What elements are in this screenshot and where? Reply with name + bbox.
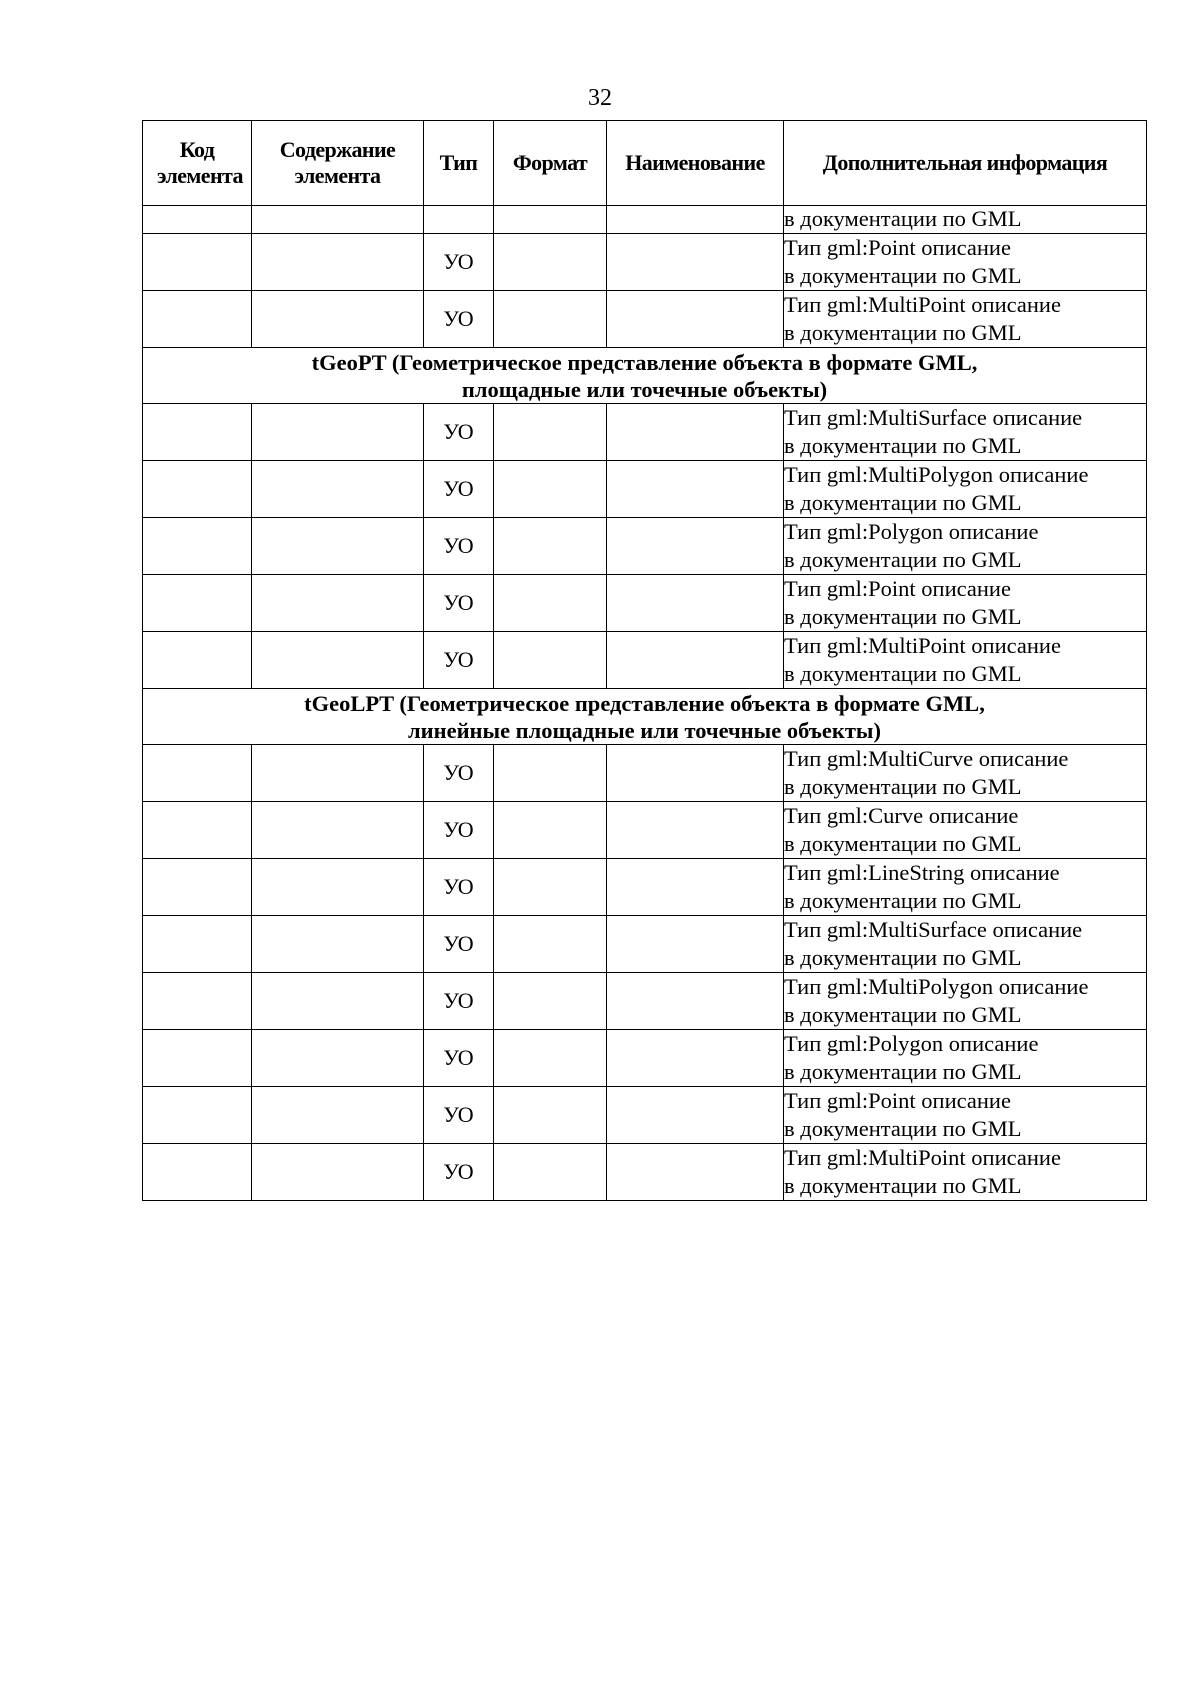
info-line-type: Тип gml:MultiCurve описание	[784, 746, 1069, 771]
info-cell	[784, 916, 1147, 973]
info-line-reference: в документации по GML	[784, 1059, 1022, 1084]
page-number: 32	[588, 85, 612, 111]
format-cell	[494, 802, 607, 859]
header-additional-info: Дополнительная информация	[784, 121, 1147, 206]
section-title-line-1: tGeoLPT (Геометрическое представление объекта в формате GML,	[304, 690, 985, 716]
name-cell	[607, 1030, 784, 1087]
table-row	[143, 973, 1147, 1030]
format-cell	[494, 745, 607, 802]
table-row	[143, 859, 1147, 916]
type-cell: УО	[424, 745, 494, 802]
info-cell: в документации по GML	[784, 206, 1147, 234]
content-cell	[252, 1087, 424, 1144]
type-cell: УО	[424, 518, 494, 575]
code-cell	[143, 802, 252, 859]
content-cell	[252, 575, 424, 632]
content-cell	[252, 632, 424, 689]
section-row	[143, 689, 1147, 745]
name-cell	[607, 859, 784, 916]
code-cell	[143, 632, 252, 689]
type-cell: УО	[424, 916, 494, 973]
table-header-row	[143, 121, 1147, 206]
table-row	[143, 291, 1147, 348]
section-title-line-2: линейные площадные или точечные объекты)	[408, 717, 881, 743]
content-cell	[252, 1030, 424, 1087]
name-cell	[607, 916, 784, 973]
content-cell	[252, 1144, 424, 1201]
type-cell: УО	[424, 461, 494, 518]
type-cell: УО	[424, 632, 494, 689]
info-line-reference: в документации по GML	[784, 774, 1022, 799]
table-row	[143, 632, 1147, 689]
info-cell	[784, 575, 1147, 632]
info-cell	[784, 518, 1147, 575]
type-cell: УО	[424, 575, 494, 632]
type-cell: УО	[424, 1087, 494, 1144]
type-cell: УО	[424, 1030, 494, 1087]
content-cell	[252, 404, 424, 461]
code-cell	[143, 518, 252, 575]
info-line-type: Тип gml:Curve описание	[784, 803, 1019, 828]
info-line-type: Тип gml:Point описание	[784, 1088, 1011, 1113]
table-row	[143, 1030, 1147, 1087]
format-cell	[494, 518, 607, 575]
info-line-reference: в документации по GML	[784, 490, 1022, 515]
format-cell	[494, 859, 607, 916]
format-cell	[494, 234, 607, 291]
table-body	[143, 206, 1147, 1201]
format-cell	[494, 461, 607, 518]
table-row	[143, 518, 1147, 575]
code-cell	[143, 1144, 252, 1201]
info-cell	[784, 632, 1147, 689]
type-cell: УО	[424, 291, 494, 348]
info-cell	[784, 404, 1147, 461]
content-cell	[252, 745, 424, 802]
name-cell	[607, 1087, 784, 1144]
content-cell	[252, 518, 424, 575]
table-row	[143, 461, 1147, 518]
code-cell	[143, 291, 252, 348]
info-line-type: Тип gml:MultiPoint описание	[784, 633, 1061, 658]
section-title-line-1: tGeoPT (Геометрическое представление объекта в формате GML,	[311, 349, 978, 375]
info-line-type: Тип gml:Point описание	[784, 235, 1011, 260]
content-cell	[252, 973, 424, 1030]
content-cell	[252, 916, 424, 973]
name-cell	[607, 973, 784, 1030]
info-cell	[784, 1030, 1147, 1087]
code-cell	[143, 234, 252, 291]
code-cell	[143, 973, 252, 1030]
info-line-type: Тип gml:Polygon описание	[784, 1031, 1039, 1056]
element-table	[142, 120, 1147, 1201]
table-row	[143, 1087, 1147, 1144]
name-cell	[607, 291, 784, 348]
info-cell	[784, 745, 1147, 802]
type-cell: УО	[424, 973, 494, 1030]
info-line-reference: в документации по GML	[784, 604, 1022, 629]
code-cell	[143, 1030, 252, 1087]
section-title	[143, 348, 1147, 404]
type-cell: УО	[424, 234, 494, 291]
format-cell	[494, 973, 607, 1030]
info-line-type: Тип gml:MultiPoint описание	[784, 1145, 1061, 1170]
info-line-reference: в документации по GML	[784, 547, 1022, 572]
info-line-reference: в документации по GML	[784, 1002, 1022, 1027]
content-cell	[252, 234, 424, 291]
name-cell	[607, 1144, 784, 1201]
code-cell	[143, 575, 252, 632]
info-cell	[784, 1144, 1147, 1201]
info-line-type: Тип gml:MultiSurface описание	[784, 405, 1083, 430]
name-cell	[607, 575, 784, 632]
info-line-reference: в документации по GML	[784, 320, 1022, 345]
format-cell	[494, 632, 607, 689]
content-cell	[252, 206, 424, 234]
info-line-reference: в документации по GML	[784, 945, 1022, 970]
header-name: Наименование	[607, 121, 784, 206]
name-cell	[607, 404, 784, 461]
section-title	[143, 689, 1147, 745]
info-line-type: Тип gml:Point описание	[784, 576, 1011, 601]
type-cell	[424, 206, 494, 234]
info-line-reference: в документации по GML	[784, 888, 1022, 913]
code-cell	[143, 916, 252, 973]
table-row	[143, 916, 1147, 973]
header-type: Тип	[424, 121, 494, 206]
content-cell	[252, 802, 424, 859]
table-row	[143, 575, 1147, 632]
info-cell	[784, 461, 1147, 518]
section-title-line-2: площадные или точечные объекты)	[461, 376, 828, 402]
format-cell	[494, 291, 607, 348]
info-cell	[784, 1087, 1147, 1144]
info-cell	[784, 973, 1147, 1030]
type-cell: УО	[424, 1144, 494, 1201]
code-cell	[143, 745, 252, 802]
format-cell	[494, 1030, 607, 1087]
type-cell: УО	[424, 802, 494, 859]
format-cell	[494, 1144, 607, 1201]
info-line-reference: в документации по GML	[784, 661, 1022, 686]
header-element-content: Содержание элемента	[252, 121, 424, 206]
info-line-reference: в документации по GML	[784, 263, 1022, 288]
table-row	[143, 1144, 1147, 1201]
content-cell	[252, 291, 424, 348]
format-cell	[494, 404, 607, 461]
info-cell	[784, 859, 1147, 916]
info-line-type: Тип gml:MultiPolygon описание	[784, 462, 1089, 487]
code-cell	[143, 404, 252, 461]
table-row	[143, 404, 1147, 461]
info-line-type: Тип gml:MultiSurface описание	[784, 917, 1083, 942]
info-line-reference: в документации по GML	[784, 433, 1022, 458]
name-cell	[607, 234, 784, 291]
table-row	[143, 234, 1147, 291]
header-element-code: Код элемента	[143, 121, 252, 206]
section-row	[143, 348, 1147, 404]
format-cell	[494, 1087, 607, 1144]
name-cell	[607, 206, 784, 234]
info-line-reference: в документации по GML	[784, 1173, 1022, 1198]
name-cell	[607, 632, 784, 689]
info-line-type: Тип gml:MultiPoint описание	[784, 292, 1061, 317]
info-cell	[784, 234, 1147, 291]
info-line-type: Тип gml:MultiPolygon описание	[784, 974, 1089, 999]
info-cell	[784, 291, 1147, 348]
code-cell	[143, 206, 252, 234]
format-cell	[494, 575, 607, 632]
code-cell	[143, 859, 252, 916]
table-row	[143, 802, 1147, 859]
name-cell	[607, 518, 784, 575]
content-cell	[252, 859, 424, 916]
type-cell: УО	[424, 859, 494, 916]
content-cell	[252, 461, 424, 518]
info-line-type: Тип gml:Polygon описание	[784, 519, 1039, 544]
code-cell	[143, 1087, 252, 1144]
info-cell	[784, 802, 1147, 859]
type-cell: УО	[424, 404, 494, 461]
format-cell	[494, 916, 607, 973]
name-cell	[607, 461, 784, 518]
code-cell	[143, 461, 252, 518]
table-row	[143, 206, 1147, 234]
format-cell	[494, 206, 607, 234]
header-format: Формат	[494, 121, 607, 206]
info-line-reference: в документации по GML	[784, 1116, 1022, 1141]
info-line-type: Тип gml:LineString описание	[784, 860, 1060, 885]
name-cell	[607, 802, 784, 859]
info-line-reference: в документации по GML	[784, 831, 1022, 856]
name-cell	[607, 745, 784, 802]
table-row	[143, 745, 1147, 802]
